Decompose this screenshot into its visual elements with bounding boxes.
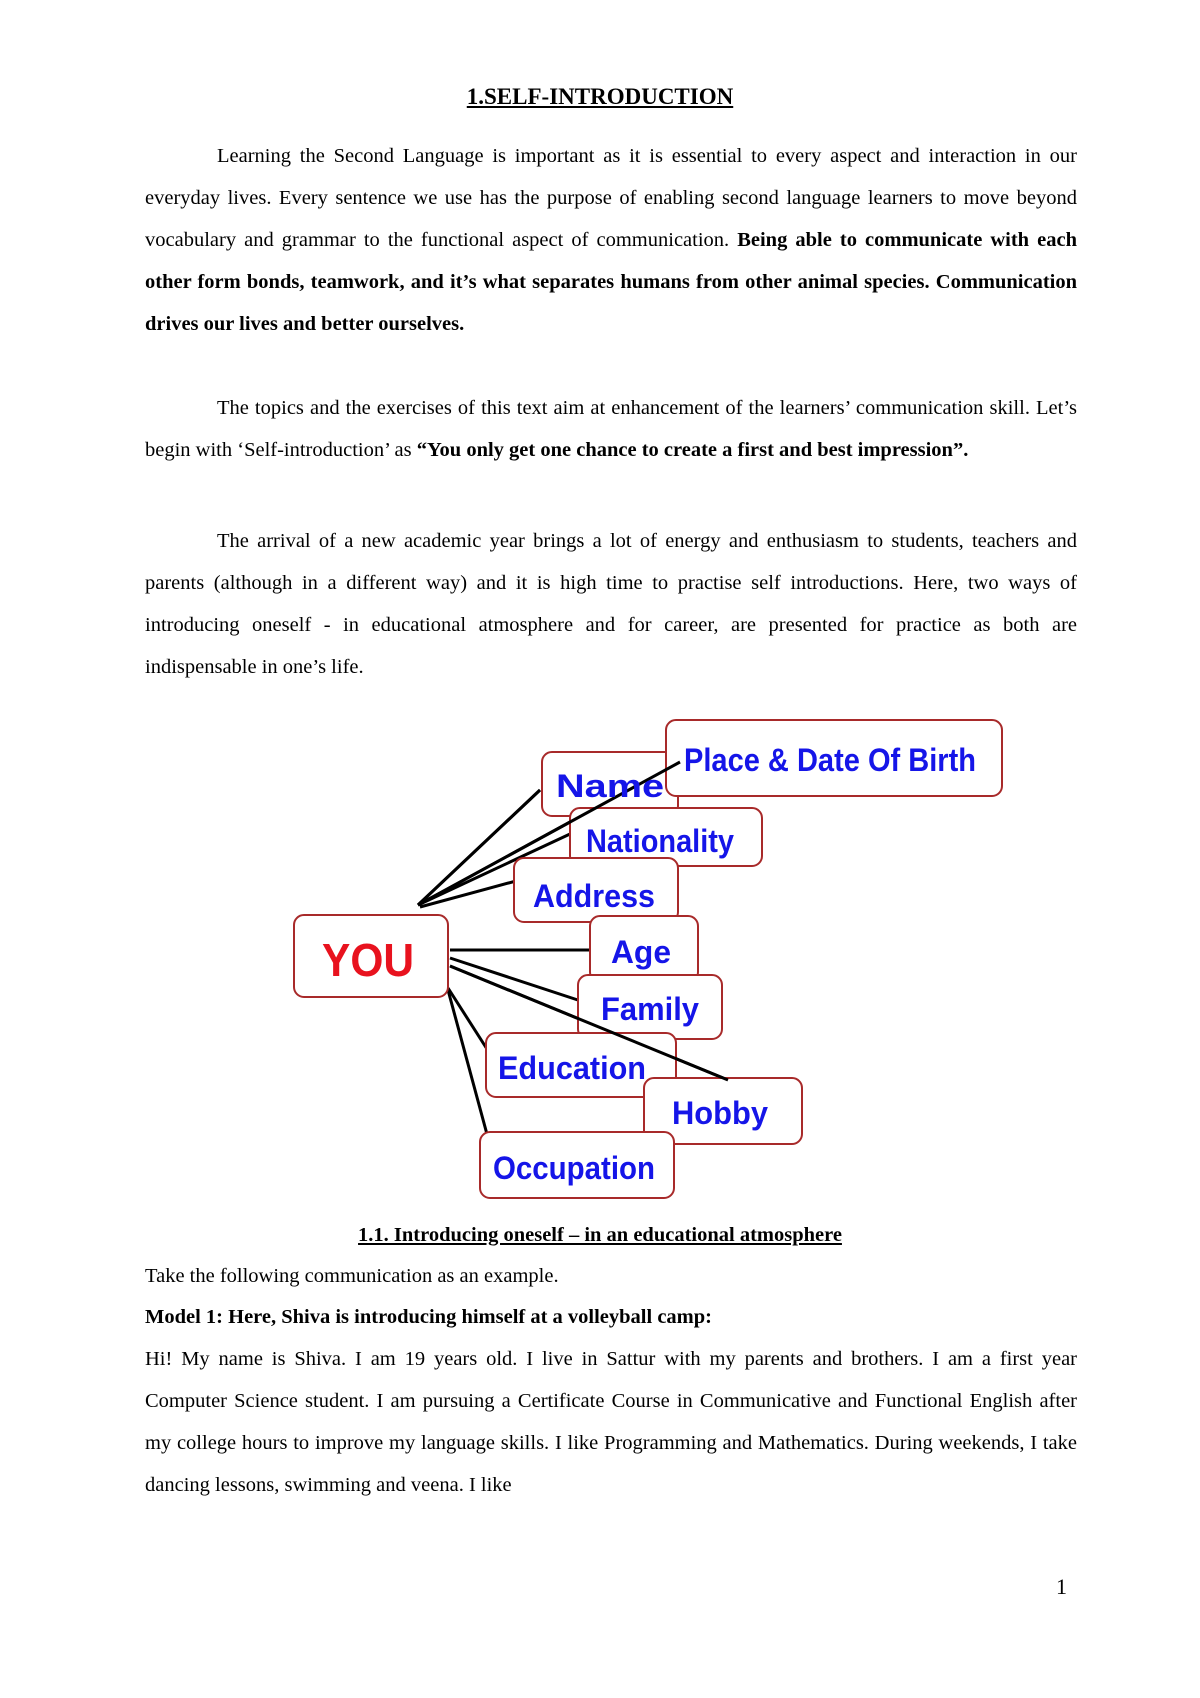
node-age: Age xyxy=(611,934,671,970)
example-intro: Take the following communication as an example. xyxy=(145,1265,559,1287)
model-text: Hi! My name is Shiva. I am 19 years old. I live in Sattur with my parents and brothers. I am a first year Computer Science student. I am pursuing a Certificate Course in Communicative and Functional English after my college hours to improve my language skills. I like Programming and Mathematics. During weekends, I take dancing lessons, swimming and veena. I like xyxy=(145,1348,1077,1496)
node-name: Name xyxy=(556,768,664,804)
node-hobby: Hobby xyxy=(672,1095,769,1131)
impression-quote: “You only get one chance to create a first and best impression”. xyxy=(416,439,969,461)
node-birth: Place & Date Of Birth xyxy=(684,742,976,778)
page-title: 1.SELF-INTRODUCTION xyxy=(466,84,734,109)
node-family: Family xyxy=(601,991,700,1027)
section-heading: 1.1. Introducing oneself – in an educational atmosphere xyxy=(358,1224,842,1246)
node-address: Address xyxy=(533,878,655,914)
academic-year-text: The arrival of a new academic year brings a lot of energy and enthusiasm to students, teachers and parents (although in a different way) and it is high time to practise self introductions. Here, two ways of introducing oneself - in educational atmosphere and for career, are presented for practice as both are indispensable in one’s life. xyxy=(145,530,1077,678)
node-nationality: Nationality xyxy=(586,823,735,859)
node-education: Education xyxy=(498,1050,646,1086)
page-number: 1 xyxy=(1056,1574,1067,1599)
model-heading: Model 1: Here, Shiva is introducing himself at a volleyball camp: xyxy=(145,1306,712,1328)
topics-text: The topics and the exercises of this text aim at enhancement of the learners’ communication skill. Let’s begin with ‘Self-introduction’ as xyxy=(145,397,1077,461)
intro-text: Learning the Second Language is important as it is essential to every aspect and interaction in our everyday lives. Every sentence we use has the purpose of enabling second language learners to move beyond vocabulary and grammar to the functional aspect of communication. xyxy=(145,145,1077,251)
node-occupation: Occupation xyxy=(493,1150,655,1186)
node-you: YOU xyxy=(322,934,414,986)
intro-bold-text: Being able to communicate with each other form bonds, teamwork, and it’s what separates humans from other animal species. Communication drives our lives and better ourselves. xyxy=(145,229,1077,335)
